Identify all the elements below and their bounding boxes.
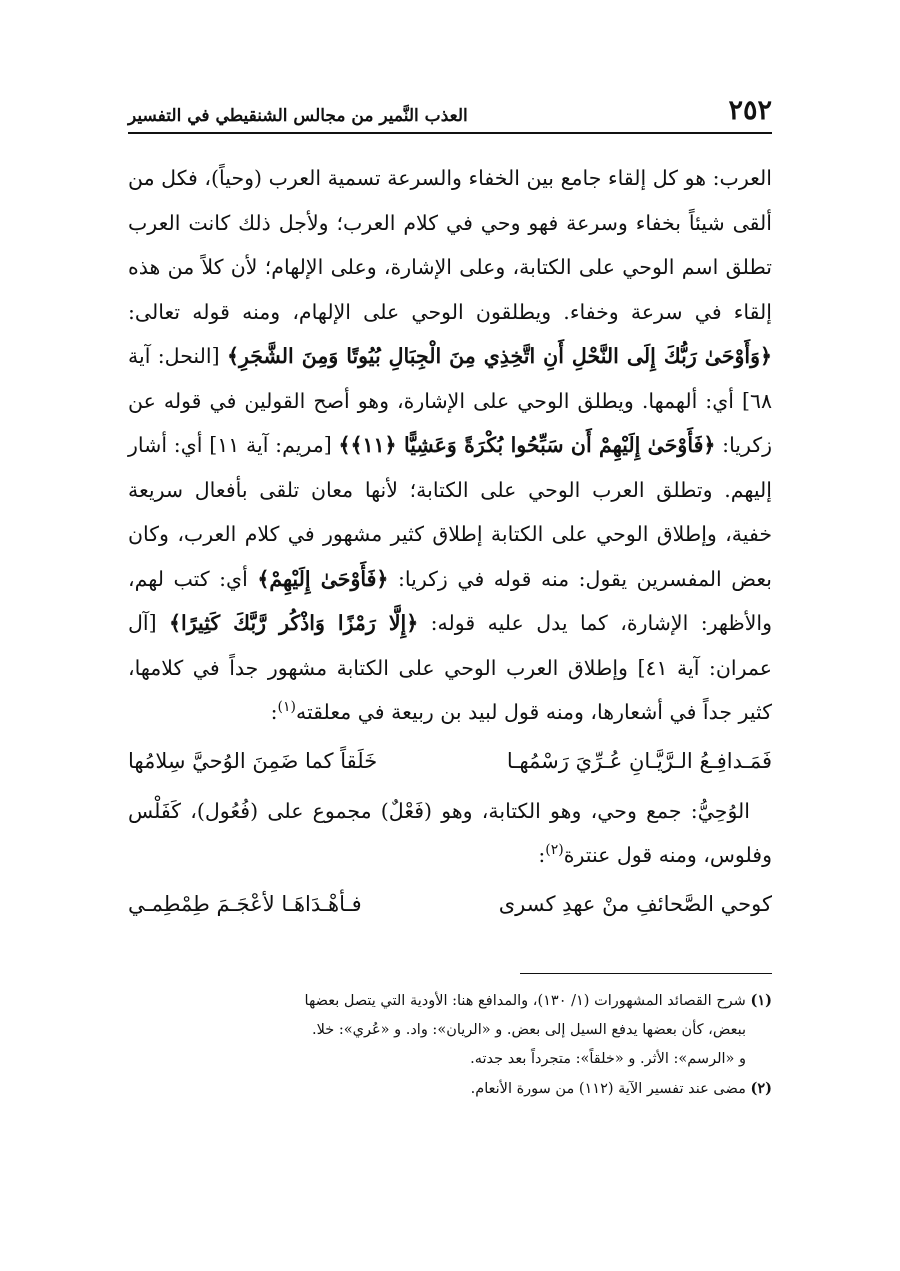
page-number: ٢٥٢ [728,95,772,126]
paragraph-1: العرب: هو كل إلقاء جامع بين الخفاء والسرعة تسمية العرب (وحياً)، فكل من ألقى شيئاً بخفاء وسرعة فهو وحي في كلام العرب؛ ولأجل ذلك كانت العرب تطلق اسم الوحي على الكتابة، وعلى الإشارة، وعلى الإلهام؛ لأن كلاً من هذه إلقاء في سرعة وخفاء. ويطلقون الوحي على الإلهام، ومنه قوله تعالى: ﴿وَأَوْحَىٰ رَبُّكَ إِلَى النَّحْلِ أَنِ اتَّخِذِي مِنَ الْجِبَالِ بُيُوتًا وَمِنَ الشَّجَرِ﴾ [النحل: آية ٦٨] أي: ألهمها. ويطلق الوحي على الإشارة، وهو أصح القولين في قوله عن زكريا: ﴿فَأَوْحَىٰ إِلَيْهِمْ أَن سَبِّحُوا بُكْرَةً وَعَشِيًّا ﴿١١﴾﴾ [مريم: آية ١١] أي: أشار إليهم. وتطلق العرب الوحي على الكتابة؛ لأنها معان تلقى بأفعال سريعة خفية، وإطلاق الوحي على الكتابة إطلاق كثير مشهور في كلام العرب، وكان بعض المفسرين يقول: منه قوله في زكريا: ﴿فَأَوْحَىٰ إِلَيْهِمْ﴾ أي: كتب لهم، والأظهر: الإشارة، كما يدل عليه قوله: ﴿إِلَّا رَمْزًا وَاذْكُر رَّبَّكَ كَثِيرًا﴾ [آل عمران: آية ٤١] وإطلاق العرب الوحي على الكتابة مشهور جداً في كلامها، كثير جداً في أشعارها، ومنه قول لبيد بن ربيعة في معلقته$^{(١)}$: [128,166,772,724]
running-title: العذب النَّمير من مجالس الشنقيطي في التفسير [128,106,468,126]
quran-quote-imran: ﴿إِلَّا رَمْزًا وَاذْكُر رَّبَّكَ كَثِيرًا﴾ [169,611,419,635]
footnote-1: (١) شرح القصائد المشهورات (١/ ١٣٠)، والمدافع هنا: الأودية التي يتصل بعضها [304,991,772,1009]
footnote-ref-1[interactable]: (١) [277,699,296,716]
poem-verse-antara [128,878,772,930]
quran-quote-maryam: ﴿فَأَوْحَىٰ إِلَيْهِمْ أَن سَبِّحُوا بُكْرَةً وَعَشِيًّا ﴿١١﴾﴾ [338,433,716,457]
footnote-separator [520,973,772,974]
verse-hemistich-first: كوحي الصَّحائفِ منْ عهدِ كسرى [498,891,772,916]
footnote-1-cont: و «الرسم»: الأثر. و «خلقاً»: متجرداً بعد جدته. [470,1050,746,1067]
footnote-number: (٢) [750,1079,772,1097]
verse-hemistich-second: خَلَقاً كما ضَمِنَ الوُحيَّ سِلامُها [128,748,378,773]
header-rule [128,132,772,134]
footnote-2: (٢) مضى عند تفسير الآية (١١٢) من سورة الأنعام. [470,1079,772,1097]
main-text [128,156,772,930]
footnote-number: (١) [750,991,772,1009]
footnote-ref-2[interactable]: (٢) [545,842,564,859]
footnotes [128,986,772,1104]
verse-hemistich-second: فـأهْـدَاهَـا لأعْجَـمَ طِمْطِمـي [128,891,362,916]
footnote-1-cont: ببعض، كأن بعضها يدفع السيل إلى بعض. و «الريان»: واد. و «عُري»: خلا. [312,1021,746,1038]
poem-verse-labid [128,735,772,787]
page-header [128,95,772,132]
quran-quote-awha: ﴿فَأَوْحَىٰ إِلَيْهِمْ﴾ [257,566,389,591]
paragraph-2: الوُحِيُّ: جمع وحي، وهو الكتابة، وهو (فَعْلٌ) مجموع على (فُعُول)، كَفَلْس وفلوس، ومنه قول عنترة$^{(٢)}$: [128,798,772,867]
verse-hemistich-first: فَمَـدافِـعُ الـرَّيَّـانِ عُـرِّيَ رَسْمُهـا [506,748,772,773]
quran-quote-nahl: ﴿وَأَوْحَىٰ رَبُّكَ إِلَى النَّحْلِ أَنِ اتَّخِذِي مِنَ الْجِبَالِ بُيُوتًا وَمِنَ الشَّجَرِ﴾ [226,344,772,368]
